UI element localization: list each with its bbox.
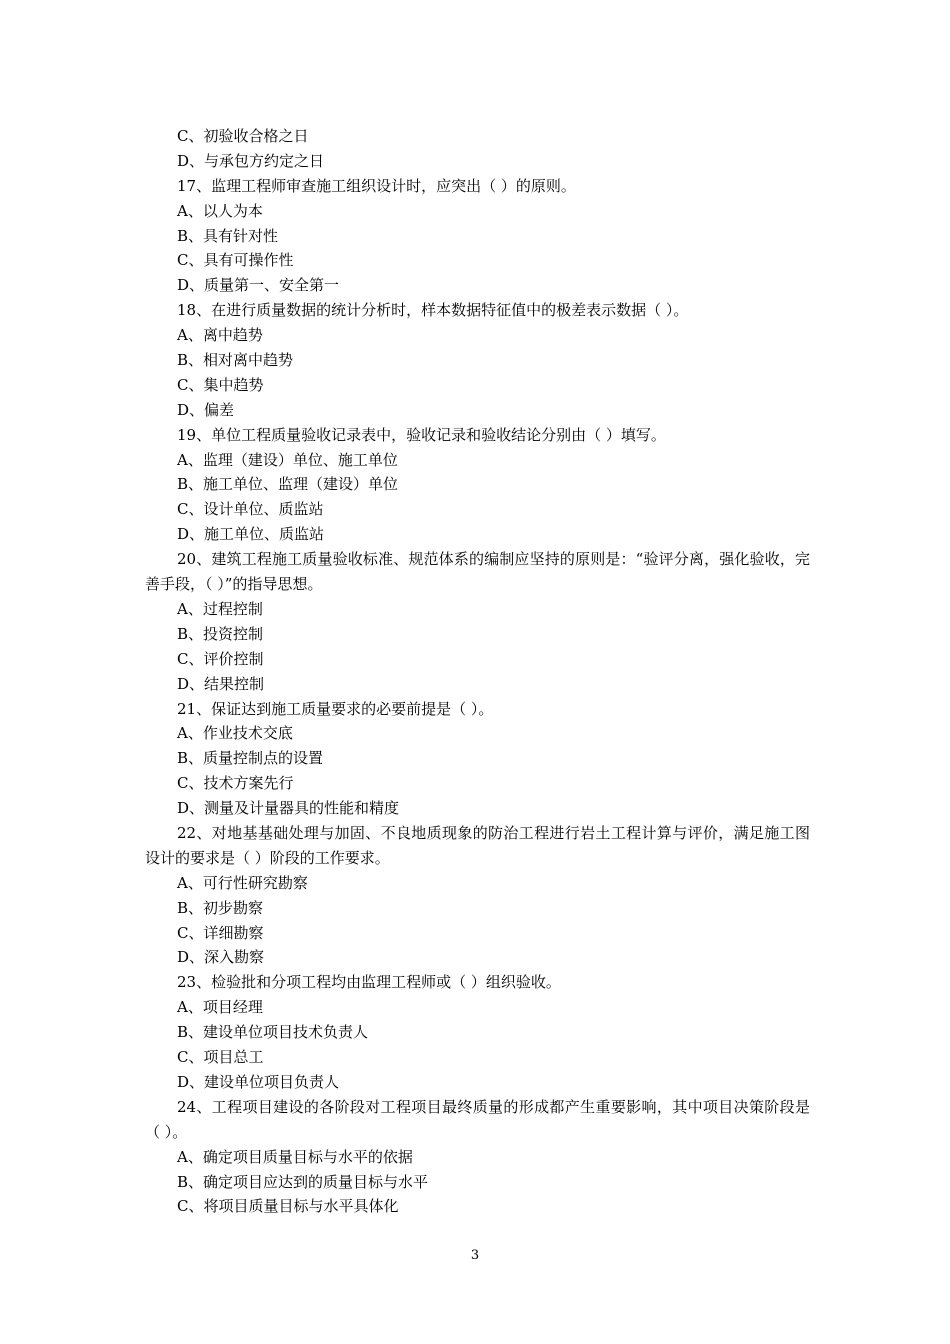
option-b-23: B、建设单位项目技术负责人 xyxy=(177,1023,369,1042)
option-d-23: D、建设单位项目负责人 xyxy=(177,1072,340,1091)
option-b-21: B、质量控制点的设置 xyxy=(177,749,324,768)
option-d-18: D、偏差 xyxy=(177,400,235,419)
option-d-17: D、质量第一、安全第一 xyxy=(177,276,340,295)
option-d-20: D、结果控制 xyxy=(177,674,265,693)
option-d-22: D、深入勘察 xyxy=(177,948,265,967)
option-b-24: B、确定项目应达到的质量目标与水平 xyxy=(177,1172,429,1191)
option-a-22: A、可行性研究勘察 xyxy=(177,873,308,892)
option-b-20: B、投资控制 xyxy=(177,624,264,643)
option-a-24: A、确定项目质量目标与水平的依据 xyxy=(177,1147,413,1166)
option-d-19: D、施工单位、质监站 xyxy=(177,525,325,544)
option-b-17: B、具有针对性 xyxy=(177,226,279,245)
option-c-19: C、设计单位、质监站 xyxy=(177,500,324,519)
option-a-19: A、监理（建设）单位、施工单位 xyxy=(177,450,398,469)
option-c-16: C、初验收合格之日 xyxy=(177,127,309,145)
option-a-17: A、以人为本 xyxy=(177,201,263,220)
option-d-21: D、测量及计量器具的性能和精度 xyxy=(177,799,400,818)
question-24: 24、工程项目建设的各阶段对工程项目最终质量的形成都产生重要影响，其中项目决策阶段是（ ）。 xyxy=(145,1097,810,1141)
question-21: 21、保证达到施工质量要求的必要前提是（ ）。 xyxy=(177,699,494,718)
option-a-21: A、作业技术交底 xyxy=(177,724,293,743)
option-c-23: C、项目总工 xyxy=(177,1048,264,1067)
page-content xyxy=(145,124,810,1219)
option-c-20: C、评价控制 xyxy=(177,649,264,668)
option-a-23: A、项目经理 xyxy=(177,998,263,1017)
option-a-20: A、过程控制 xyxy=(177,599,263,618)
option-c-21: C、技术方案先行 xyxy=(177,774,294,793)
option-b-18: B、相对离中趋势 xyxy=(177,351,294,370)
option-d-16: D、与承包方约定之日 xyxy=(177,151,325,170)
option-c-17: C、具有可操作性 xyxy=(177,251,294,270)
option-a-18: A、离中趋势 xyxy=(177,326,263,345)
option-c-24: C、将项目质量目标与水平具体化 xyxy=(177,1197,399,1216)
option-c-22: C、详细勘察 xyxy=(177,923,264,942)
question-17: 17、监理工程师审查施工组织设计时，应突出（ ）的原则。 xyxy=(177,176,576,195)
question-20: 20、建筑工程施工质量验收标准、规范体系的编制应坚持的原则是：“验评分离，强化验收，完善手段，（ ）”的指导思想。 xyxy=(145,550,810,594)
question-22: 22、对地基基础处理与加固、不良地质现象的防治工程进行岩土工程计算与评价，满足施工图设计的要求是（ ）阶段的工作要求。 xyxy=(145,823,810,867)
question-19: 19、单位工程质量验收记录表中，验收记录和验收结论分别由（ ）填写。 xyxy=(177,425,666,444)
question-18: 18、在进行质量数据的统计分析时，样本数据特征值中的极差表示数据（ ）。 xyxy=(177,301,689,320)
question-23: 23、检验批和分项工程均由监理工程师或（ ）组织验收。 xyxy=(177,973,561,992)
option-b-19: B、施工单位、监理（建设）单位 xyxy=(177,475,399,494)
option-b-22: B、初步勘察 xyxy=(177,898,264,917)
option-c-18: C、集中趋势 xyxy=(177,375,264,394)
page-number: 3 xyxy=(470,1248,480,1263)
